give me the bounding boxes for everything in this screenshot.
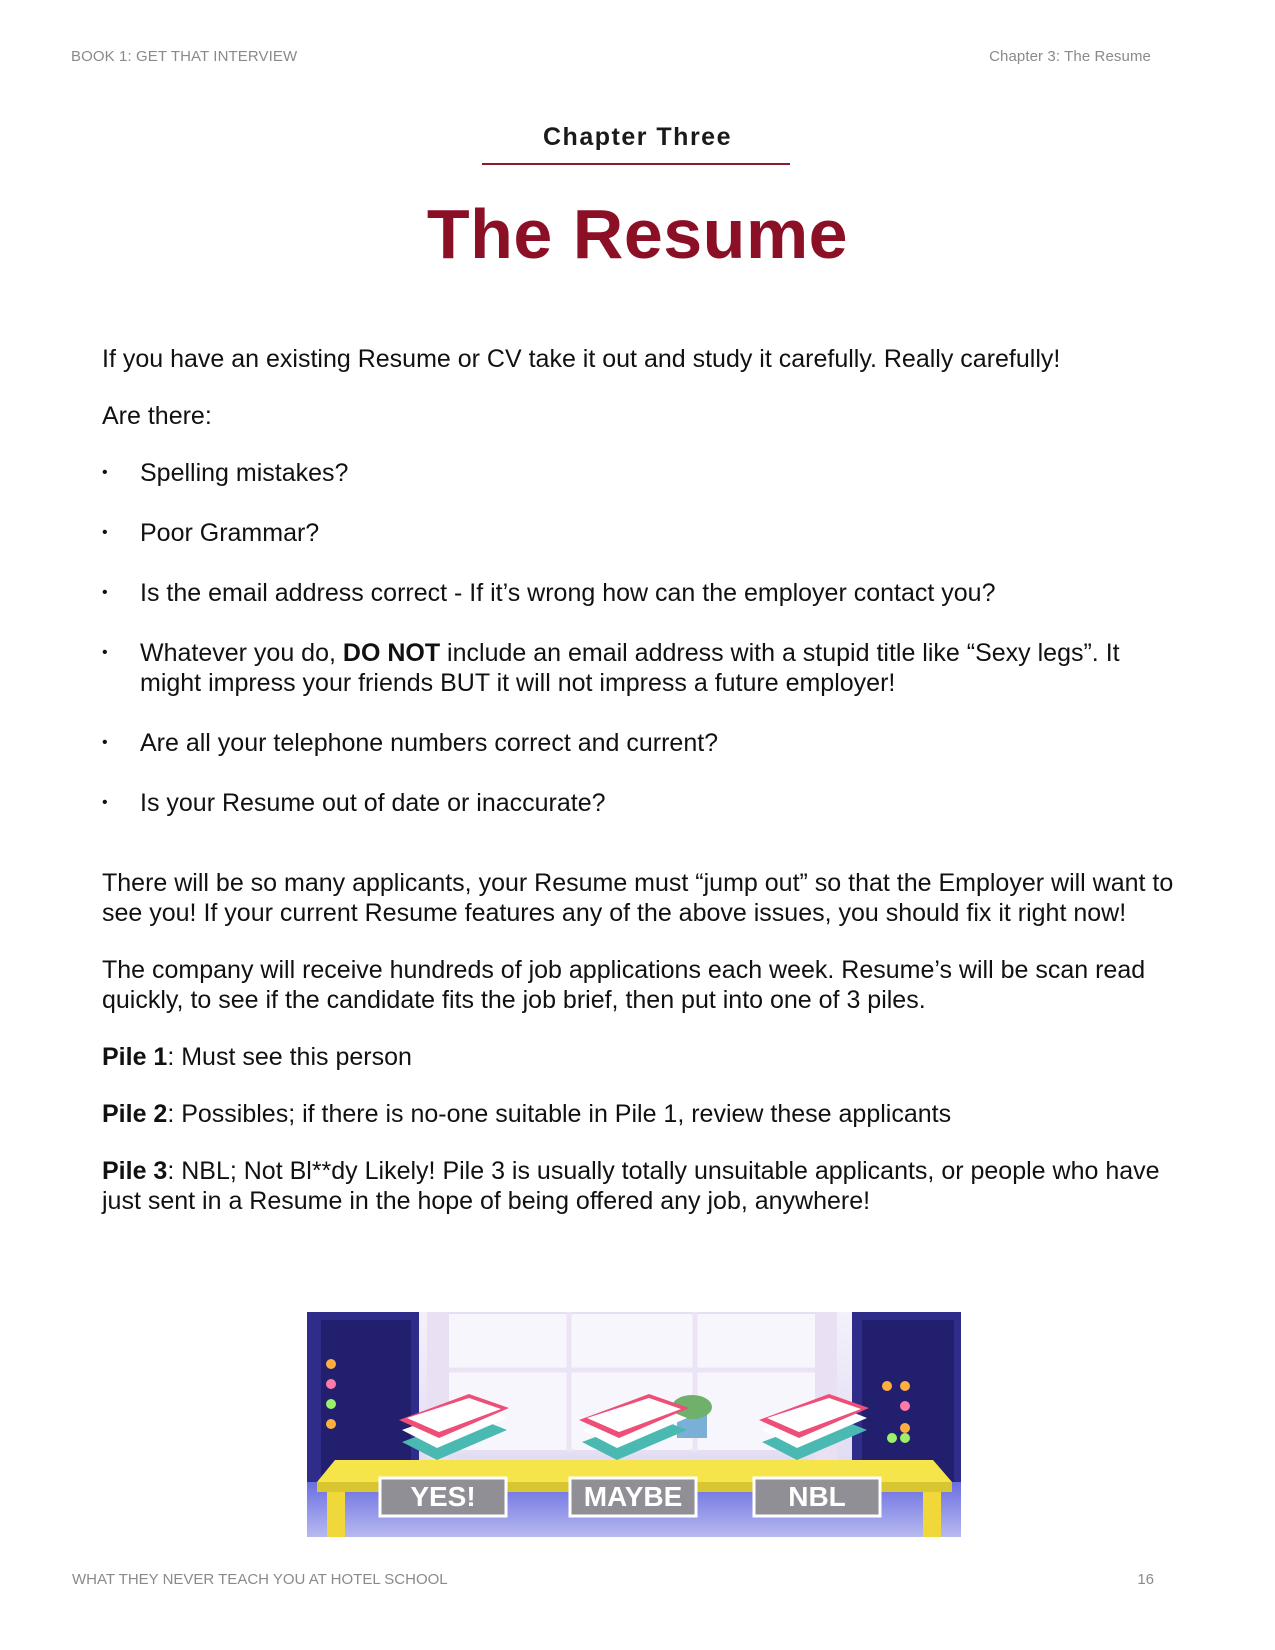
bullet-icon: • bbox=[102, 584, 108, 601]
bullet-icon: • bbox=[102, 464, 108, 481]
page-number: 16 bbox=[1137, 1571, 1154, 1588]
jump-out-paragraph: There will be so many applicants, your Resume must “jump out” so that the Employer will want to see you! If your current Resume features any of the above issues, you should fix it right now! bbox=[102, 869, 1174, 927]
page-title: The Resume bbox=[426, 195, 849, 273]
emphasis: DO NOT bbox=[342, 639, 441, 667]
list-item: • Are all your telephone numbers correct and current? bbox=[102, 729, 719, 757]
resume-piles-illustration bbox=[307, 1312, 961, 1537]
bullet-icon: • bbox=[102, 644, 108, 661]
chapter-label: Chapter Three bbox=[543, 123, 732, 151]
checklist bbox=[102, 458, 1182, 818]
company-paragraph: The company will receive hundreds of job applications each week. Resume’s will be scan read quickly, to see if the candidate fits the job brief, then put into one of 3 piles. bbox=[102, 956, 1146, 1014]
list-item: • Is your Resume out of date or inaccurate? bbox=[102, 789, 606, 817]
pile-2: Pile 2: Possibles; if there is no-one suitable in Pile 1, review these applicants bbox=[102, 1100, 952, 1128]
list-item: • Whatever you do, DO NOT include an email address with a stupid title like “Sexy legs”. It might impress your friends BUT it will not impress a future employer! bbox=[102, 639, 1120, 697]
list-item: • Is the email address correct - If it’s wrong how can the employer contact you? bbox=[102, 579, 996, 607]
label-nbl-text: NBL bbox=[788, 1481, 846, 1512]
bullet-icon: • bbox=[102, 734, 108, 751]
label-yes bbox=[380, 1478, 506, 1516]
label-yes-text: YES! bbox=[410, 1481, 476, 1512]
bullet-icon: • bbox=[102, 524, 108, 541]
label-nbl bbox=[754, 1478, 880, 1516]
running-head-chapter: Chapter 3: The Resume bbox=[989, 48, 1151, 65]
label-maybe bbox=[570, 1478, 696, 1516]
bullet-icon: • bbox=[102, 794, 108, 811]
are-there-lead: Are there: bbox=[102, 402, 212, 430]
intro-paragraph: If you have an existing Resume or CV take it out and study it carefully. Really carefully! bbox=[102, 345, 1061, 373]
pile-3: Pile 3: NBL; Not Bl**dy Likely! Pile 3 is usually totally unsuitable applicants, or people who have just sent in a Resume in the hope of being offered any job, anywhere! bbox=[102, 1157, 1160, 1215]
label-maybe-text: MAYBE bbox=[583, 1481, 683, 1512]
pile-1: Pile 1: Must see this person bbox=[102, 1043, 412, 1071]
list-item: • Spelling mistakes? bbox=[102, 459, 349, 487]
footer-book-title: WHAT THEY NEVER TEACH YOU AT HOTEL SCHOOL bbox=[72, 1571, 448, 1588]
list-item: • Poor Grammar? bbox=[102, 519, 320, 547]
body-text bbox=[102, 344, 1182, 1216]
running-head-book: BOOK 1: GET THAT INTERVIEW bbox=[71, 48, 298, 65]
chapter-divider bbox=[482, 163, 790, 165]
